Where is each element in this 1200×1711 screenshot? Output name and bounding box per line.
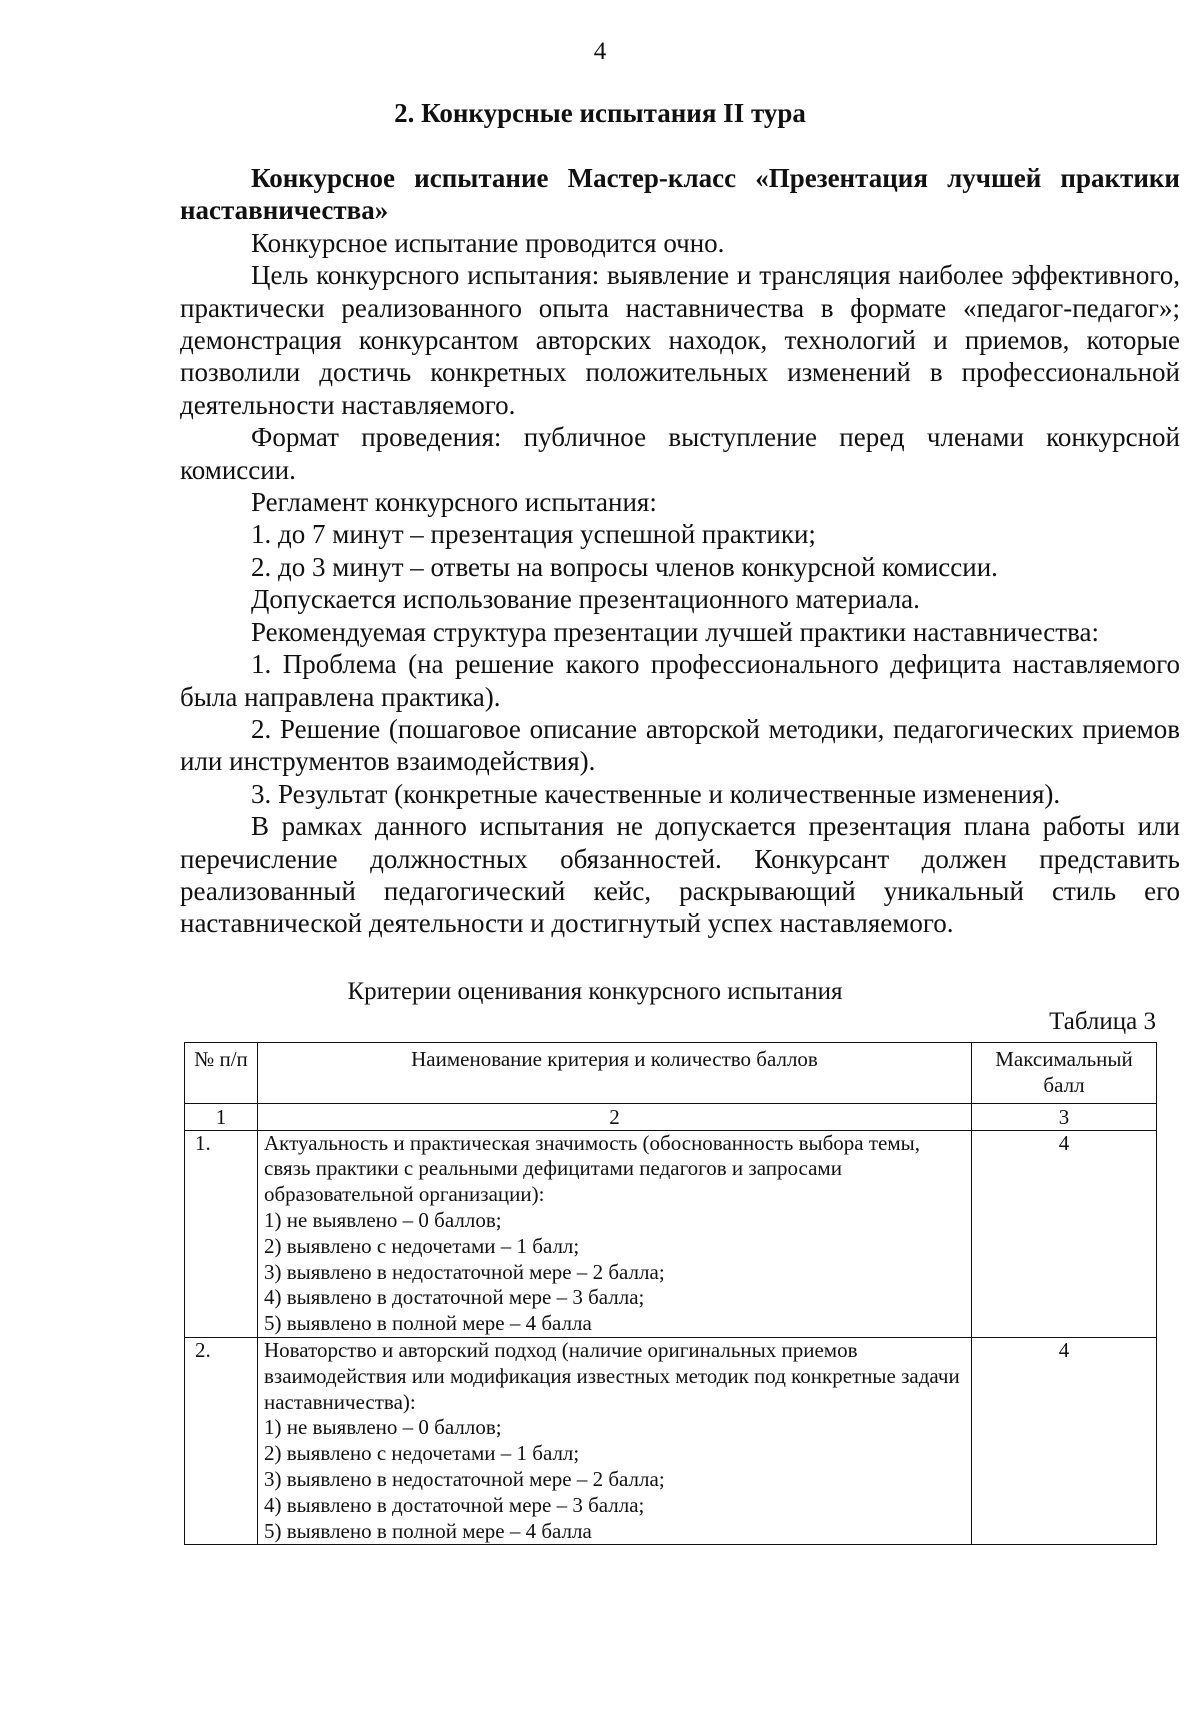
paragraph: Допускается использование презентационного материала. [251, 584, 920, 615]
paragraph: Формат проведения: публичное выступление перед членами конкурсной комиссии. [180, 422, 1180, 485]
row-number: 2. [185, 1337, 258, 1544]
max-score: 4 [972, 1337, 1157, 1544]
table-row [185, 1337, 1157, 1544]
list-item: 1. до 7 минут – презентация успешной практики; [251, 519, 816, 550]
max-score: 4 [972, 1130, 1157, 1337]
column-numbers-row [185, 1103, 1157, 1130]
paragraph: В рамках данного испытания не допускается презентация плана работы или перечисление должностных обязанностей. Конкурсант должен представить реализованный педагогический кейс, раскрывающий уникальный стиль его наставнической деятельности и достигнутый успех наставляемого. [180, 811, 1180, 939]
criterion-cell [258, 1337, 972, 1544]
col-number: 3 [972, 1103, 1157, 1130]
score-option: 4) выявлено в достаточной мере – 3 балла; [264, 1285, 645, 1310]
row-number: 1. [185, 1130, 258, 1337]
list-item: 1. Проблема (на решение какого профессионального дефицита наставляемого была направлена практика). [180, 649, 1180, 712]
header-criterion: Наименование критерия и количество баллов [258, 1043, 972, 1104]
score-option: 3) выявлено в недостаточной мере – 2 балла; [264, 1259, 665, 1284]
paragraph: Регламент конкурсного испытания: [251, 487, 657, 518]
col-number: 1 [185, 1103, 258, 1130]
header-number: № п/п [185, 1043, 258, 1104]
section-title: 2. Конкурсные испытания II тура [394, 98, 806, 128]
page-number: 4 [593, 38, 607, 65]
paragraph: Конкурсное испытание проводится очно. [251, 227, 725, 258]
paragraph: Рекомендуемая структура презентации лучшей практики наставничества: [251, 616, 1099, 647]
score-option: 1) не выявлено – 0 баллов; [264, 1415, 502, 1440]
header-max-score: Максимальный балл [972, 1043, 1157, 1104]
list-item: 2. Решение (пошаговое описание авторской методики, педагогических приемов или инструментов взаимодействия). [180, 713, 1180, 777]
table-row [185, 1130, 1157, 1337]
table-label: Таблица 3 [1049, 1008, 1156, 1035]
paragraph: Цель конкурсного испытания: выявление и трансляция наиболее эффективного, практически реализованного опыта наставничества в формате «педагог-педагог»; демонстрация конкурсантом авторских находок, технологий и приемов, которые позволили достичь конкретных положительных изменений в профессиональной деятельности наставляемого. [180, 260, 1180, 420]
criterion-title: Актуальность и практическая значимость (обоснованность выбора темы, связь практики с реальными дефицитами педагогов и запросами образовательной организации): [264, 1130, 921, 1207]
table-header-row [185, 1043, 1157, 1104]
list-item: 2. до 3 минут – ответы на вопросы членов конкурсной комиссии. [251, 551, 998, 582]
criteria-table [184, 1042, 1157, 1545]
score-option: 4) выявлено в достаточной мере – 3 балла; [264, 1492, 645, 1517]
score-option: 5) выявлено в полной мере – 4 балла [264, 1518, 592, 1543]
score-option: 2) выявлено с недочетами – 1 балл; [264, 1441, 580, 1466]
score-option: 3) выявлено в недостаточной мере – 2 балла; [264, 1466, 665, 1491]
score-option: 1) не выявлено – 0 баллов; [264, 1207, 502, 1232]
list-item: 3. Результат (конкретные качественные и количественные изменения). [251, 778, 1061, 809]
body-text [180, 162, 1180, 940]
table-caption: Критерии оценивания конкурсного испытания [347, 978, 843, 1005]
score-option: 2) выявлено с недочетами – 1 балл; [264, 1233, 580, 1258]
col-number: 2 [258, 1103, 972, 1130]
criterion-cell [258, 1130, 972, 1337]
test-title: Конкурсное испытание Мастер-класс «Презентация лучшей практики наставничества» [180, 163, 1180, 226]
score-option: 5) выявлено в полной мере – 4 балла [264, 1311, 592, 1336]
criterion-title: Новаторство и авторский подход (наличие оригинальных приемов взаимодействия или модификация известных методик под конкретные задачи наставничества): [264, 1337, 960, 1414]
